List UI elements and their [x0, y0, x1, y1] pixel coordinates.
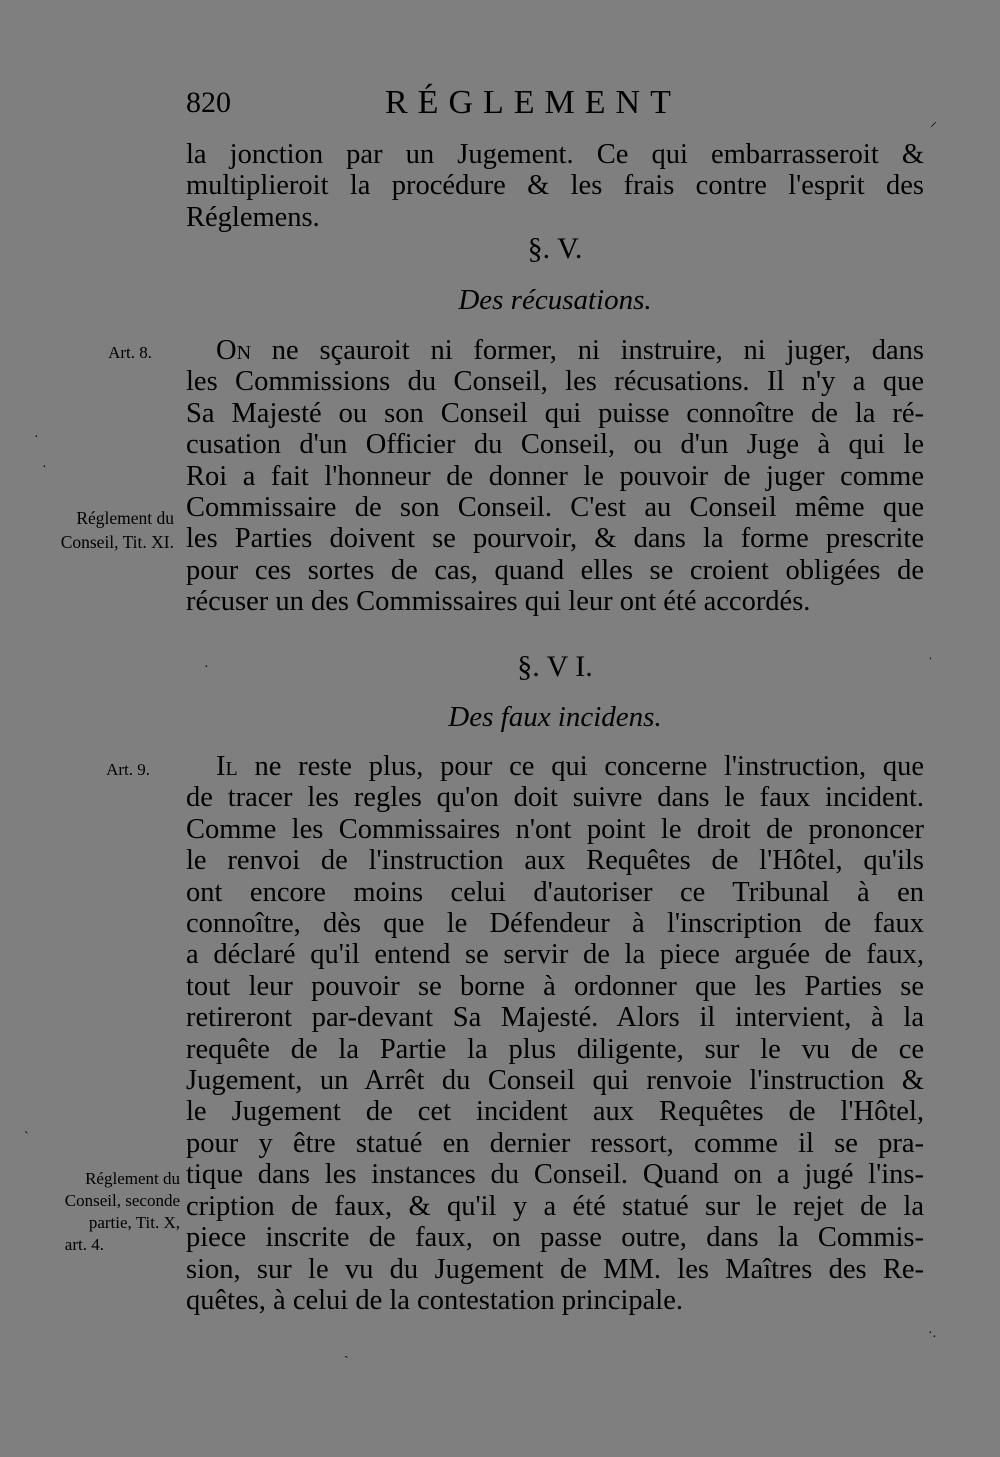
text-line: Commissaire de son Conseil. C'est au Conseil même que	[186, 492, 924, 524]
text-line: multiplieroit la procédure & les frais contre l'esprit des	[186, 170, 924, 202]
text-line: les Parties doivent se pourvoir, & dans la forme prescrite	[186, 523, 924, 555]
text-line: Comme les Commissaires n'ont point le droit de prononcer	[186, 813, 924, 845]
ink-speck: ·	[34, 430, 39, 445]
paragraph-continued	[186, 139, 924, 233]
text-line: Sa Majesté ou son Conseil qui puisse connoître de la ré-	[186, 397, 924, 429]
paragraph-faux-incidens	[186, 751, 924, 1316]
text-line: les Commissions du Conseil, les récusations. Il n'y a que	[186, 366, 924, 398]
text-line: cusation d'un Officier du Conseil, ou d'un Juge à qui le	[186, 429, 924, 461]
ink-speck: ˋ	[24, 1130, 29, 1145]
drop-word: Il	[216, 751, 238, 782]
text-line: pour y être statué en dernier ressort, comme il se pra-	[186, 1127, 924, 1159]
text-line: le Jugement de cet incident aux Requêtes de l'Hôtel,	[186, 1096, 924, 1128]
drop-word: On	[216, 335, 252, 366]
text-line: piece inscrite de faux, on passe outre, dans la Commis-	[186, 1222, 924, 1254]
section-title-recusations: Des récusations.	[458, 284, 652, 316]
text-line: pour ces sortes de cas, quand elles se croient obligées de	[186, 554, 924, 586]
text-line: récuser un des Commissaires qui leur ont été accordés.	[186, 586, 811, 618]
margin-note-reglement-1	[61, 506, 174, 554]
margin-note-line: art. 4.	[64, 1235, 104, 1254]
text-line: On ne sçauroit ni former, ni instruire, ni juger, dans	[216, 335, 924, 366]
margin-note-art-9: Art. 9.	[106, 760, 150, 779]
text-line: retireront par-devant Sa Majesté. Alors il intervient, à la	[186, 1002, 924, 1034]
ink-speck: ·.	[928, 1326, 937, 1341]
text-line: ont encore moins celui d'autoriser ce Tribunal à en	[186, 876, 924, 908]
section-heading-v: §. V.	[527, 232, 583, 265]
running-title: RÉGLEMENT	[385, 84, 681, 121]
text-line: Roi a fait l'honneur de donner le pouvoir de juger comme	[186, 460, 924, 492]
text-line: tout leur pouvoir se borne à ordonner que les Parties se	[186, 970, 924, 1002]
text-line: quêtes, à celui de la contestation principale.	[186, 1284, 683, 1316]
margin-note-art-8: Art. 8.	[108, 343, 152, 362]
margin-note-line: partie, Tit. X,	[88, 1213, 180, 1232]
ink-speck: ˎ	[344, 1344, 349, 1359]
ink-speck: ˈ	[928, 656, 933, 671]
page-number: 820	[186, 86, 231, 119]
margin-note-line: Réglement du	[76, 508, 174, 528]
ink-speck: ·	[42, 460, 47, 475]
margin-note-line: Conseil, Tit. XI.	[60, 532, 174, 552]
text-line: Réglemens.	[186, 201, 320, 233]
text-line: sion, sur le vu du Jugement de MM. les Maîtres des Re-	[186, 1253, 924, 1285]
ink-speck: ⸝	[930, 115, 937, 130]
text-line: le renvoi de l'instruction aux Requêtes de l'Hôtel, qu'ils	[186, 845, 924, 877]
margin-note-reglement-2	[65, 1168, 180, 1256]
margin-note-line: Conseil, seconde	[64, 1191, 180, 1210]
text-line: de tracer les regles qu'on doit suivre dans le faux incident.	[186, 782, 924, 814]
ink-speck: ·	[204, 660, 209, 675]
section-heading-vi: §. V I.	[517, 650, 593, 683]
text-line: tique dans les instances du Conseil. Quand on a jugé l'ins-	[186, 1159, 924, 1191]
text-line: connoître, dès que le Défendeur à l'inscription de faux	[186, 908, 924, 940]
text-line: requête de la Partie la plus diligente, sur le vu de ce	[186, 1033, 924, 1065]
text-line: cription de faux, & qu'il y a été statué sur le rejet de la	[186, 1190, 924, 1222]
text-line: Il ne reste plus, pour ce qui concerne l'instruction, que	[216, 751, 924, 782]
text-line: la jonction par un Jugement. Ce qui embarrasseroit &	[186, 139, 924, 170]
margin-note-line: Réglement du	[85, 1169, 180, 1188]
text-line: Jugement, un Arrêt du Conseil qui renvoie l'instruction &	[186, 1065, 924, 1097]
text-line: a déclaré qu'il entend se servir de la piece arguée de faux,	[186, 939, 924, 971]
paragraph-recusations	[186, 335, 924, 618]
section-title-faux-incidens: Des faux incidens.	[448, 701, 662, 733]
